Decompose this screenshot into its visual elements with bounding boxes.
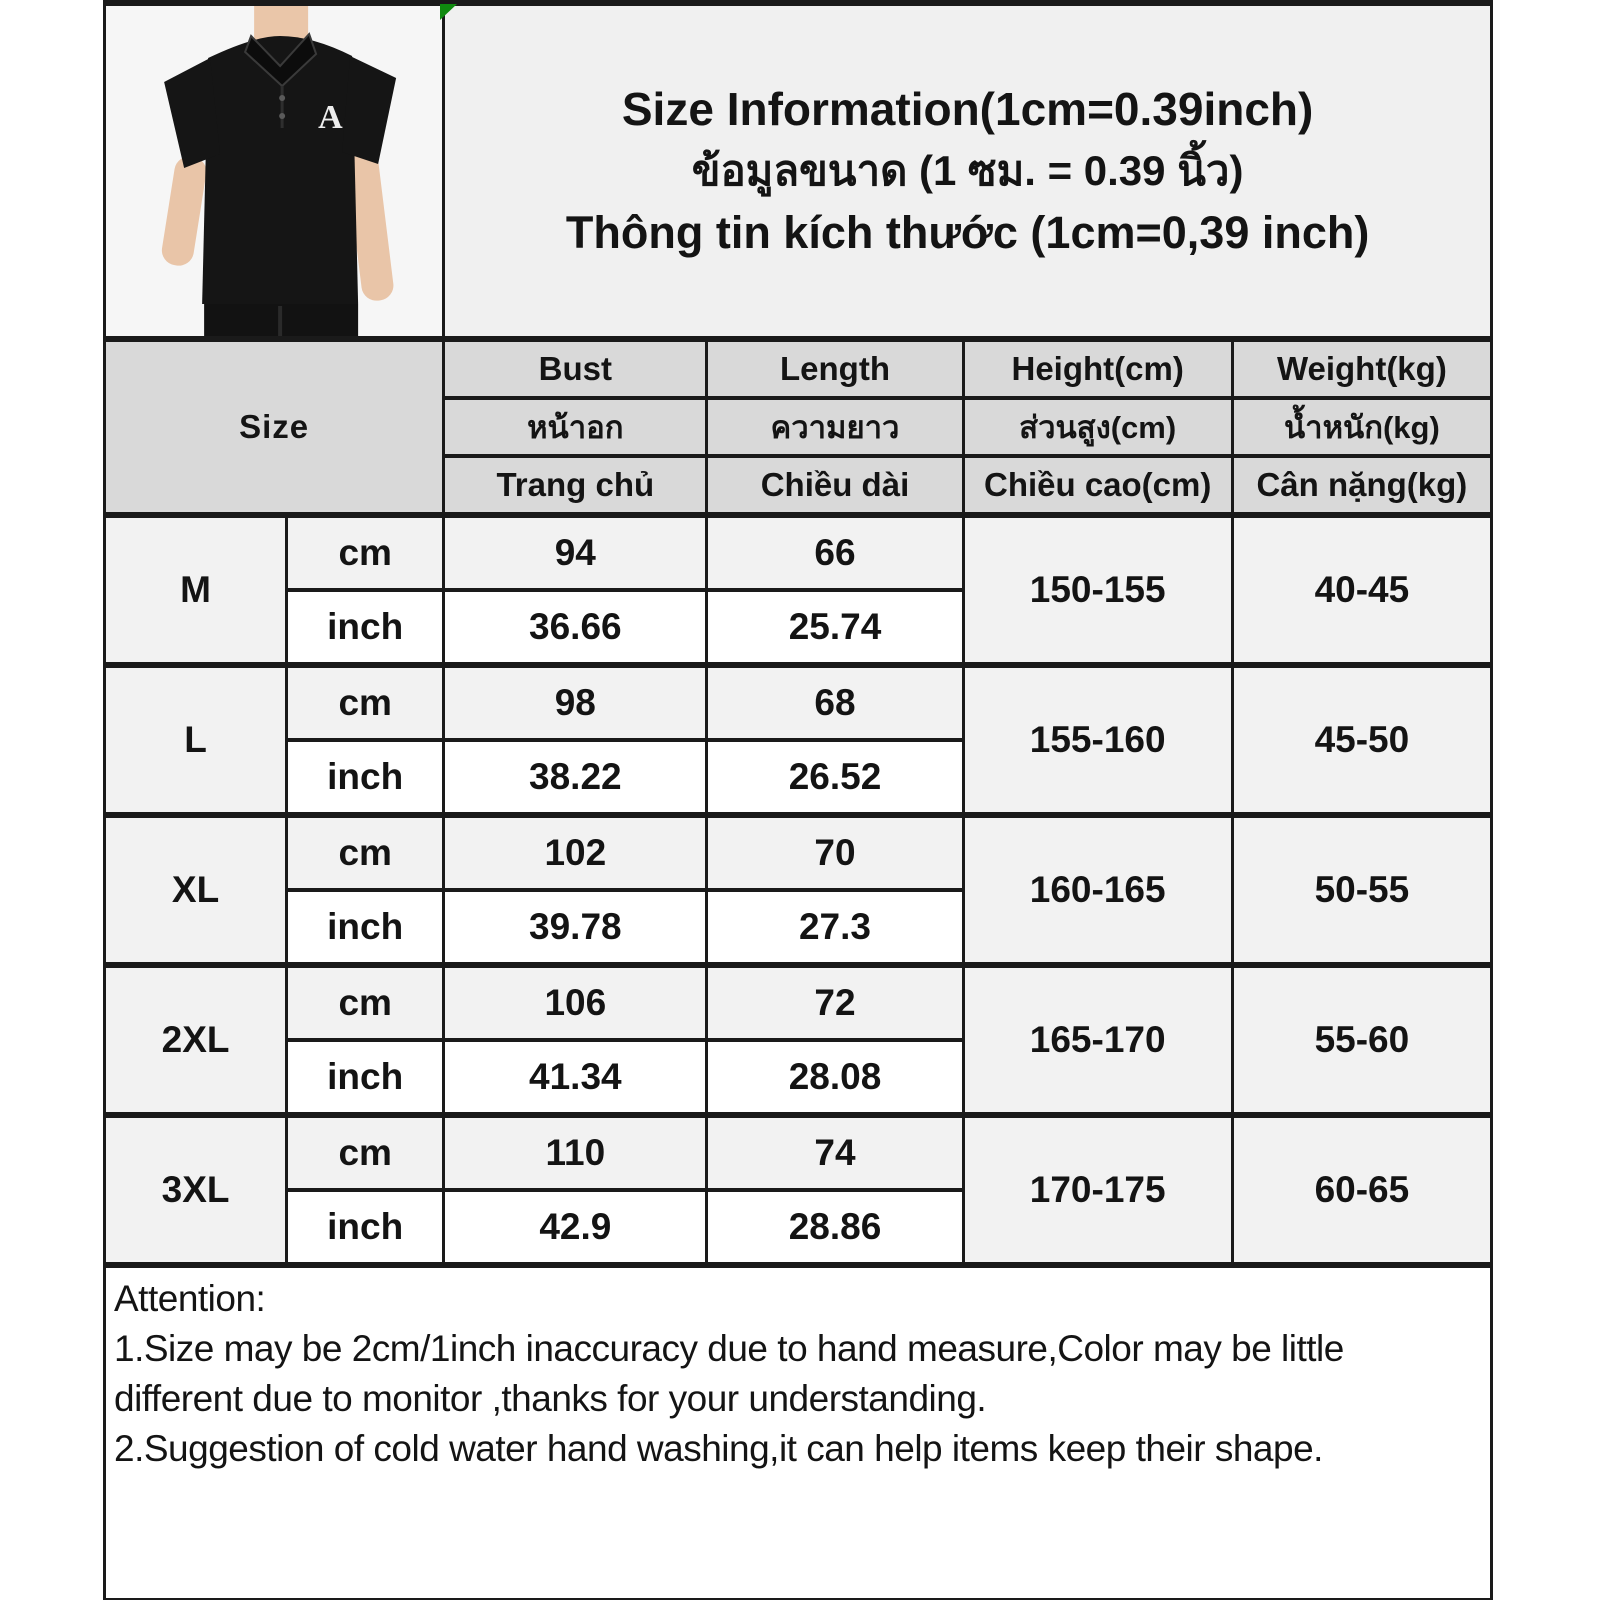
table-row-m-cm bbox=[105, 515, 1492, 590]
table-row-2xl-cm bbox=[105, 965, 1492, 1040]
bust-cm-value: 98 bbox=[444, 665, 707, 740]
size-label-m: M bbox=[105, 515, 287, 665]
unit-inch: inch bbox=[287, 890, 444, 965]
attention-heading: Attention: bbox=[114, 1278, 266, 1319]
height-range: 155-160 bbox=[963, 665, 1232, 815]
length-inch-value: 28.08 bbox=[707, 1040, 963, 1115]
attention-note-2: 2.Suggestion of cold water hand washing,it can help items keep their shape. bbox=[114, 1428, 1323, 1469]
height-range: 165-170 bbox=[963, 965, 1232, 1115]
length-cm-value: 70 bbox=[707, 815, 963, 890]
title-english: Size Information(1cm=0.39inch) bbox=[621, 83, 1314, 135]
col-header-height-th: ส่วนสูง(cm) bbox=[963, 398, 1232, 456]
title-cell bbox=[444, 3, 1492, 339]
title-vietnamese: Thông tin kích thước (1cm=0,39 inch) bbox=[565, 207, 1370, 258]
height-range: 170-175 bbox=[963, 1115, 1232, 1265]
length-cm-value: 66 bbox=[707, 515, 963, 590]
product-photo-black-polo bbox=[106, 6, 442, 336]
green-corner-marker-icon bbox=[440, 4, 457, 20]
length-inch-value: 27.3 bbox=[707, 890, 963, 965]
unit-cm: cm bbox=[287, 515, 444, 590]
bust-inch-value: 36.66 bbox=[444, 590, 707, 665]
col-header-weight-en: Weight(kg) bbox=[1232, 339, 1491, 398]
table-row-3xl-cm bbox=[105, 1115, 1492, 1190]
length-cm-value: 68 bbox=[707, 665, 963, 740]
weight-range: 40-45 bbox=[1232, 515, 1491, 665]
col-header-length-vi: Chiều dài bbox=[707, 456, 963, 515]
length-inch-value: 28.86 bbox=[707, 1190, 963, 1265]
col-header-length-th: ความยาว bbox=[707, 398, 963, 456]
unit-cm: cm bbox=[287, 665, 444, 740]
size-label-xl: XL bbox=[105, 815, 287, 965]
col-header-length-en: Length bbox=[707, 339, 963, 398]
length-inch-value: 26.52 bbox=[707, 740, 963, 815]
height-range: 160-165 bbox=[963, 815, 1232, 965]
unit-cm: cm bbox=[287, 965, 444, 1040]
height-range: 150-155 bbox=[963, 515, 1232, 665]
bust-inch-value: 38.22 bbox=[444, 740, 707, 815]
size-label-l: L bbox=[105, 665, 287, 815]
header-row-english bbox=[105, 339, 1492, 398]
unit-inch: inch bbox=[287, 740, 444, 815]
col-header-height-en: Height(cm) bbox=[963, 339, 1232, 398]
bust-cm-value: 94 bbox=[444, 515, 707, 590]
title-thai: ข้อมูลขนาด (1 ซม. = 0.39 นิ้ว) bbox=[691, 147, 1244, 194]
bust-inch-value: 41.34 bbox=[444, 1040, 707, 1115]
length-cm-value: 72 bbox=[707, 965, 963, 1040]
unit-inch: inch bbox=[287, 590, 444, 665]
length-inch-value: 25.74 bbox=[707, 590, 963, 665]
unit-inch: inch bbox=[287, 1190, 444, 1265]
length-cm-value: 74 bbox=[707, 1115, 963, 1190]
col-header-weight-th: น้ำหนัก(kg) bbox=[1232, 398, 1491, 456]
size-label-3xl: 3XL bbox=[105, 1115, 287, 1265]
size-header: Size bbox=[105, 339, 444, 515]
weight-range: 50-55 bbox=[1232, 815, 1491, 965]
weight-range: 55-60 bbox=[1232, 965, 1491, 1115]
bust-inch-value: 39.78 bbox=[444, 890, 707, 965]
bust-cm-value: 106 bbox=[444, 965, 707, 1040]
attention-notes bbox=[106, 1268, 1490, 1598]
top-row bbox=[105, 3, 1492, 339]
col-header-height-vi: Chiều cao(cm) bbox=[963, 456, 1232, 515]
table-row-xl-cm bbox=[105, 815, 1492, 890]
unit-cm: cm bbox=[287, 815, 444, 890]
weight-range: 60-65 bbox=[1232, 1115, 1491, 1265]
product-photo-cell bbox=[105, 3, 444, 339]
bust-cm-value: 102 bbox=[444, 815, 707, 890]
unit-inch: inch bbox=[287, 1040, 444, 1115]
bust-inch-value: 42.9 bbox=[444, 1190, 707, 1265]
attention-note-1: 1.Size may be 2cm/1inch inaccuracy due to hand measure,Color may be little different due to monitor ,thanks for your understanding. bbox=[114, 1328, 1344, 1419]
col-header-weight-vi: Cân nặng(kg) bbox=[1232, 456, 1491, 515]
col-header-bust-en: Bust bbox=[444, 339, 707, 398]
svg-text:A: A bbox=[318, 99, 343, 136]
size-chart-table bbox=[103, 0, 1493, 1600]
col-header-bust-vi: Trang chủ bbox=[444, 456, 707, 515]
col-header-bust-th: หน้าอก bbox=[444, 398, 707, 456]
size-label-2xl: 2XL bbox=[105, 965, 287, 1115]
bust-cm-value: 110 bbox=[444, 1115, 707, 1190]
table-row-l-cm bbox=[105, 665, 1492, 740]
unit-cm: cm bbox=[287, 1115, 444, 1190]
attention-row bbox=[105, 1265, 1492, 1600]
weight-range: 45-50 bbox=[1232, 665, 1491, 815]
